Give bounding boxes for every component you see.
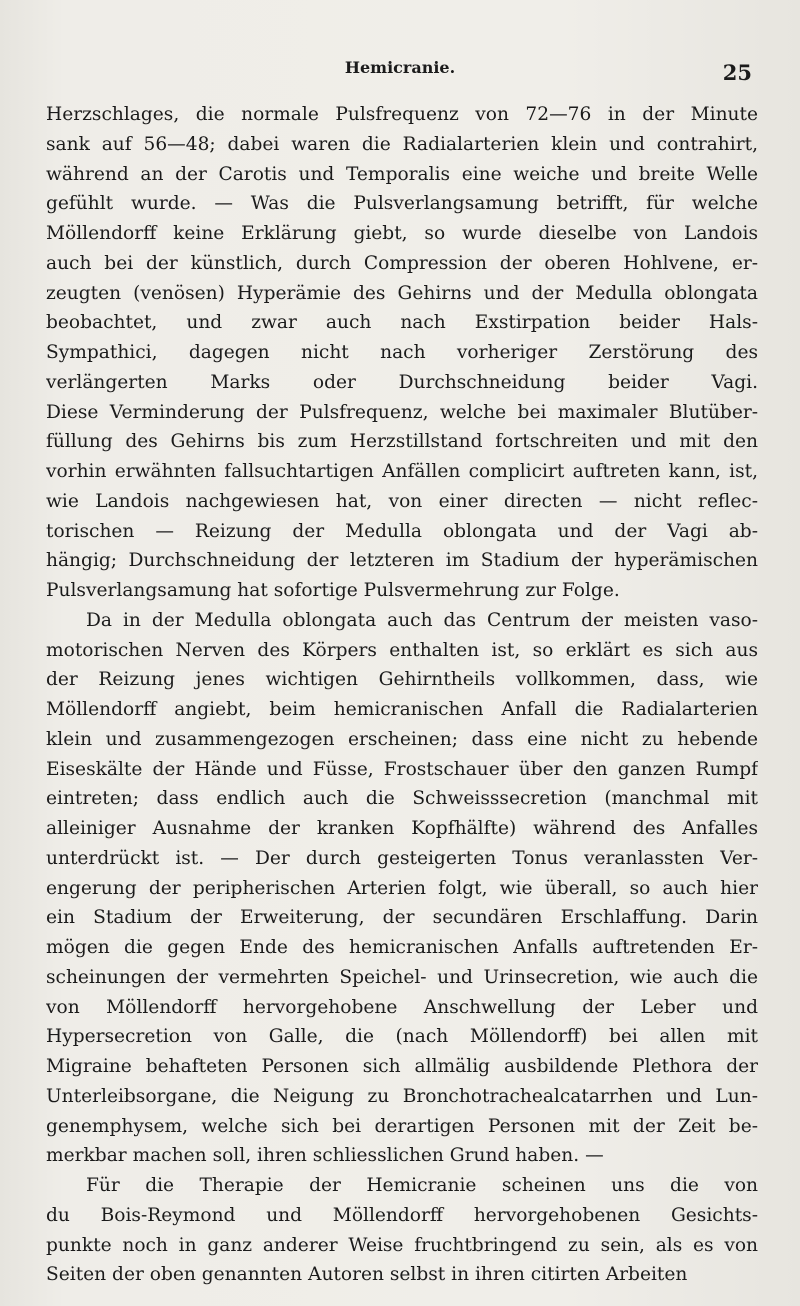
text-line: Möllendorff angiebt, beim hemicranischen Anfall die Radialarterien — [46, 699, 758, 720]
text-line: Hypersecretion von Galle, die (nach Möllendorff) bei allen mit — [46, 1026, 758, 1048]
text-line: gefühlt wurde. — Was die Pulsverlangsamung betrifft, für welche — [46, 193, 758, 215]
text-line: auch bei der künstlich, durch Compression der oberen Hohlvene, er- — [46, 252, 758, 274]
text-line: du Bois-Reymond und Möllendorff hervorgehobenen Gesichts- — [46, 1204, 758, 1226]
text-line: Eiseskälte der Hände und Füsse, Frostschauer über den ganzen Rumpf — [46, 758, 758, 780]
text-line: Da in der Medulla oblongata auch das Centrum der meisten vaso- — [86, 609, 758, 631]
text-line: der Reizung jenes wichtigen Gehirntheils vollkommen, dass, wie — [46, 669, 758, 691]
text-line: motorischen Nerven des Körpers enthalten ist, so erklärt es sich aus — [46, 639, 758, 661]
text-line: ein Stadium der Erweiterung, der secundären Erschlaffung. Darin — [46, 907, 758, 929]
text-line: Diese Verminderung der Pulsfrequenz, welche bei maximaler Blutüber- — [46, 401, 758, 423]
text-line: Für die Therapie der Hemicranie scheinen uns die von — [86, 1175, 758, 1196]
text-line: klein und zusammengezogen erscheinen; dass eine nicht zu hebende — [46, 728, 758, 750]
text-line: engerung der peripherischen Arterien folgt, wie überall, so auch hier — [46, 877, 758, 899]
text-line: Herzschlages, die normale Pulsfrequenz von 72—76 in der Minute — [46, 104, 758, 125]
text-line: füllung des Gehirns bis zum Herzstillstand fortschreiten und mit den — [46, 431, 758, 453]
text-line: alleiniger Ausnahme der kranken Kopfhälfte) während des Anfalles — [46, 818, 758, 839]
text-line: unterdrückt ist. — Der durch gesteigerten Tonus veranlassten Ver- — [46, 847, 758, 869]
text-line: während an der Carotis und Temporalis eine weiche und breite Welle — [46, 163, 758, 185]
text-line: scheinungen der vermehrten Speichel- und Urinsecretion, wie auch die — [46, 966, 758, 988]
text-line: hängig; Durchschneidung der letzteren im Stadium der hyperämischen — [46, 550, 758, 572]
text-line: von Möllendorff hervorgehobene Anschwellung der Leber und — [46, 996, 758, 1018]
text-line: Möllendorff keine Erklärung giebt, so wurde dieselbe von Landois — [46, 223, 758, 244]
page-number: 25 — [722, 60, 752, 85]
text-line: sank auf 56—48; dabei waren die Radialarterien klein und contrahirt, — [46, 133, 758, 155]
text-line: Unterleibsorgane, die Neigung zu Bronchotrachealcatarrhen und Lun- — [46, 1085, 758, 1107]
text-line: punkte noch in ganz anderer Weise fruchtbringend zu sein, als es von — [46, 1234, 758, 1256]
text-line: eintreten; dass endlich auch die Schweisssecretion (manchmal mit — [46, 788, 758, 810]
text-line: torischen — Reizung der Medulla oblongata und der Vagi ab- — [46, 520, 758, 542]
text-line: wie Landois nachgewiesen hat, von einer directen — nicht reflec- — [46, 490, 758, 512]
text-line: verlängerten Marks oder Durchschneidung beider Vagi. — [46, 371, 758, 393]
text-line: mögen die gegen Ende des hemicranischen Anfalls auftretenden Er- — [46, 937, 758, 958]
text-line: Seiten der oben genannten Autoren selbst in ihren citirten Arbeiten — [46, 1264, 688, 1286]
text-line: Sympathici, dagegen nicht nach vorheriger Zerstörung des — [46, 342, 758, 363]
running-head: Hemicranie. — [344, 58, 456, 77]
text-line: genemphysem, welche sich bei derartigen Personen mit der Zeit be- — [46, 1115, 758, 1137]
body-text — [46, 100, 758, 1290]
text-line: merkbar machen soll, ihren schliesslichen Grund haben. — — [46, 1145, 604, 1167]
page-header — [48, 58, 752, 84]
text-line: vorhin erwähnten fallsuchtartigen Anfällen complicirt auftreten kann, ist, — [46, 461, 758, 482]
text-line: Pulsverlangsamung hat sofortige Pulsvermehrung zur Folge. — [46, 580, 620, 601]
text-line: zeugten (venösen) Hyperämie des Gehirns und der Medulla oblongata — [46, 282, 758, 304]
text-line: Migraine behafteten Personen sich allmälig ausbildende Plethora der — [46, 1056, 758, 1077]
text-line: beobachtet, und zwar auch nach Exstirpation beider Hals- — [46, 312, 758, 334]
